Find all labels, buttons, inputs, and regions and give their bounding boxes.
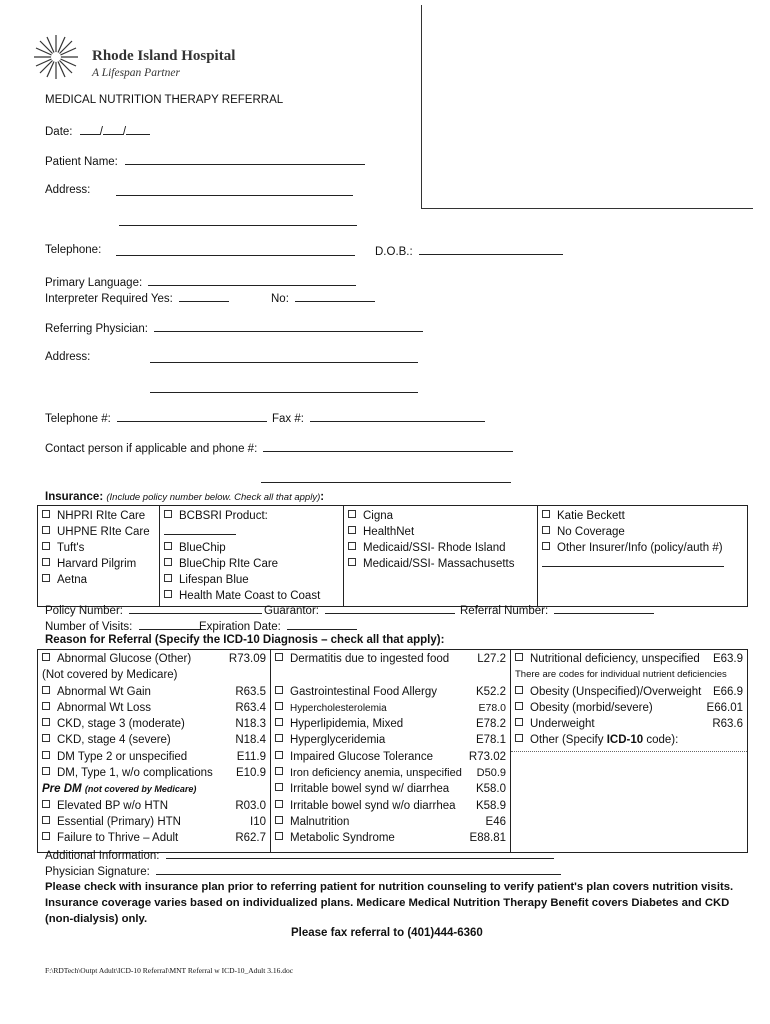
checkbox[interactable] <box>275 653 283 661</box>
checkbox[interactable] <box>42 767 50 775</box>
guarantor-label: Guarantor: <box>264 605 319 617</box>
phys-address-line-2[interactable] <box>150 382 418 393</box>
date-label: Date: <box>45 126 73 138</box>
checkbox[interactable] <box>275 702 283 710</box>
phys-address-line-1[interactable] <box>150 352 418 363</box>
checkbox[interactable] <box>42 510 50 518</box>
logo-tagline: A Lifespan Partner <box>92 67 180 79</box>
insurance-option[interactable]: No Coverage <box>542 524 743 540</box>
insurance-option[interactable]: Cigna <box>348 508 533 524</box>
diagnosis-option[interactable]: CKD, stage 4 (severe) N18.4 <box>42 732 266 748</box>
insurance-option[interactable]: UHPNE RIte Care <box>42 524 155 540</box>
date-row: Date: / / <box>45 124 150 138</box>
insurance-option[interactable]: Tuft's <box>42 540 155 556</box>
policy-number-field[interactable] <box>129 603 262 614</box>
checkbox[interactable] <box>542 542 550 550</box>
diagnosis-option[interactable]: Malnutrition E46 <box>275 814 506 830</box>
checkbox[interactable] <box>348 558 356 566</box>
signature-row <box>45 864 561 878</box>
insurance-note-colon: : <box>320 491 325 503</box>
checkbox[interactable] <box>515 702 523 710</box>
checkbox[interactable] <box>275 718 283 726</box>
primary-language-field[interactable] <box>148 275 356 286</box>
checkbox[interactable] <box>275 832 283 840</box>
checkbox[interactable] <box>42 558 50 566</box>
additional-row <box>45 848 554 862</box>
checkbox[interactable] <box>42 718 50 726</box>
telephone-field[interactable] <box>116 245 355 256</box>
diagnosis-option[interactable]: CKD, stage 3 (moderate) N18.3 <box>42 716 266 732</box>
interpreter-yes-field[interactable] <box>179 291 229 302</box>
expiration-field[interactable] <box>287 619 357 630</box>
fax-label: Fax #: <box>272 413 304 425</box>
checkbox[interactable] <box>515 734 523 742</box>
phys-telephone-row <box>45 411 267 425</box>
insurance-option[interactable]: Other Insurer/Info (policy/auth #) <box>542 540 743 556</box>
reason-col-1 <box>38 650 271 853</box>
checkbox[interactable] <box>42 653 50 661</box>
checkbox[interactable] <box>42 751 50 759</box>
checkbox[interactable] <box>275 751 283 759</box>
checkbox[interactable] <box>275 816 283 824</box>
checkbox[interactable] <box>164 574 172 582</box>
interpreter-no-label: No: <box>271 293 289 305</box>
diagnosis-option[interactable]: Iron deficiency anemia, unspecified D50.9 <box>275 765 506 781</box>
checkbox[interactable] <box>164 510 172 518</box>
diagnosis-option[interactable]: Impaired Glucose Tolerance R73.02 <box>275 749 506 765</box>
checkbox[interactable] <box>275 734 283 742</box>
interpreter-row <box>45 291 229 305</box>
fax-instruction: Please fax referral to (401)444-6360 <box>291 927 483 939</box>
insurance-option[interactable]: Health Mate Coast to Coast <box>164 588 339 604</box>
checkbox[interactable] <box>42 702 50 710</box>
patient-label-box <box>421 5 753 209</box>
insurance-option[interactable]: BlueChip <box>164 540 339 556</box>
physician-row <box>45 321 423 335</box>
signature-field[interactable] <box>156 864 561 875</box>
insurance-option[interactable]: Medicaid/SSI- Massachusetts <box>348 556 533 572</box>
insurance-option[interactable]: Lifespan Blue <box>164 572 339 588</box>
insurance-col-2 <box>160 506 344 607</box>
interpreter-no-row <box>271 291 375 305</box>
checkbox[interactable] <box>275 783 283 791</box>
reason-col-3 <box>511 650 748 853</box>
checkbox[interactable] <box>348 542 356 550</box>
insurance-option[interactable]: BlueChip RIte Care <box>164 556 339 572</box>
insurance-option[interactable]: Medicaid/SSI- Rhode Island <box>348 540 533 556</box>
referral-number-row <box>460 603 654 617</box>
checkbox[interactable] <box>42 686 50 694</box>
contact-row <box>45 441 513 455</box>
nutrient-note: There are codes for individual nutrient deficiencies <box>515 669 727 681</box>
checkbox[interactable] <box>164 558 172 566</box>
fax-field[interactable] <box>310 411 485 422</box>
additional-field[interactable] <box>166 848 554 859</box>
diagnosis-note: (Not covered by Medicare) <box>42 669 178 682</box>
checkbox[interactable] <box>42 816 50 824</box>
diagnosis-option[interactable]: Metabolic Syndrome E88.81 <box>275 830 506 846</box>
checkbox[interactable] <box>542 526 550 534</box>
diagnosis-option[interactable]: Obesity (morbid/severe) E66.01 <box>515 700 743 716</box>
address-line-1[interactable] <box>116 185 353 196</box>
date-month-field[interactable] <box>80 124 100 135</box>
diagnosis-option[interactable]: Nutritional deficiency, unspecified E63.9 <box>515 651 743 667</box>
fax-row <box>272 411 485 425</box>
reason-table <box>37 649 748 853</box>
insurance-option[interactable]: Harvard Pilgrim <box>42 556 155 572</box>
pre-dm-heading: Pre DM (not covered by Medicare) <box>42 783 197 796</box>
guarantor-field[interactable] <box>325 603 455 614</box>
checkbox[interactable] <box>42 800 50 808</box>
guarantor-row <box>264 603 455 617</box>
date-day-field[interactable] <box>103 124 123 135</box>
diagnosis-option[interactable]: Irritable bowel synd w/o diarrhea K58.9 <box>275 798 506 814</box>
checkbox[interactable] <box>164 590 172 598</box>
checkbox[interactable] <box>348 510 356 518</box>
contact-label: Contact person if applicable and phone #: <box>45 443 258 455</box>
patient-name-field[interactable] <box>125 154 365 165</box>
insurance-col-4 <box>538 506 748 607</box>
interpreter-yes-label: Interpreter Required Yes: <box>45 293 173 305</box>
reason-col-2 <box>271 650 511 853</box>
diagnosis-option[interactable]: Abnormal Glucose (Other) R73.09 <box>42 651 266 667</box>
reason-heading: Reason for Referral (Specify the ICD-10 Diagnosis – check all that apply): <box>45 634 445 646</box>
diagnosis-option-other[interactable]: Other (Specify ICD-10 code): <box>515 732 743 748</box>
diagnosis-option[interactable]: Hyperlipidemia, Mixed E78.2 <box>275 716 506 732</box>
insurance-table <box>37 505 748 607</box>
additional-label: Additional Information: <box>45 850 160 862</box>
checkbox[interactable] <box>42 832 50 840</box>
referral-number-field[interactable] <box>554 603 654 614</box>
checkbox[interactable] <box>275 800 283 808</box>
checkbox[interactable] <box>515 653 523 661</box>
checkbox[interactable] <box>542 510 550 518</box>
phys-address-label: Address: <box>45 351 91 363</box>
interpreter-no-field[interactable] <box>295 291 375 302</box>
visits-field[interactable] <box>139 619 202 630</box>
other-code-field[interactable] <box>511 751 747 850</box>
visits-row <box>45 619 202 633</box>
checkbox[interactable] <box>42 542 50 550</box>
checkbox[interactable] <box>42 574 50 582</box>
address-line-2[interactable] <box>119 215 357 226</box>
diagnosis-option[interactable]: Obesity (Unspecified)/Overweight E66.9 <box>515 684 743 700</box>
patient-name-row <box>45 154 365 168</box>
insurance-note: (Include policy number below. Check all that apply) <box>106 492 321 503</box>
policy-row <box>45 603 262 617</box>
primary-language-label: Primary Language: <box>45 277 143 289</box>
checkbox[interactable] <box>42 526 50 534</box>
diagnosis-option[interactable]: Hypercholesterolemia E78.0 <box>275 700 506 716</box>
blank-row <box>275 667 506 683</box>
referring-physician-label: Referring Physician: <box>45 323 148 335</box>
checkbox[interactable] <box>275 686 283 694</box>
diagnosis-option[interactable]: Elevated BP w/o HTN R03.0 <box>42 798 266 814</box>
diagnosis-option[interactable]: Underweight R63.6 <box>515 716 743 732</box>
insurance-option[interactable]: Katie Beckett <box>542 508 743 524</box>
dob-label: D.O.B.: <box>375 246 413 258</box>
visits-label: Number of Visits: <box>45 621 133 633</box>
diagnosis-option[interactable]: DM, Type 1, w/o complications E10.9 <box>42 765 266 781</box>
phys-telephone-label: Telephone #: <box>45 413 111 425</box>
bcbsri-product-field[interactable] <box>164 524 339 540</box>
checkbox[interactable] <box>164 542 172 550</box>
checkbox[interactable] <box>515 686 523 694</box>
diagnosis-option[interactable]: Dermatitis due to ingested food L27.2 <box>275 651 506 667</box>
address-label: Address: <box>45 184 91 196</box>
checkbox[interactable] <box>275 767 283 775</box>
expiration-label: Expiration Date: <box>199 621 281 633</box>
file-path: F:\RDTech\Outpt Adult\ICD-10 Referral\MNT Referral w ICD-10_Adult 3.16.doc <box>45 966 294 975</box>
logo-name: Rhode Island Hospital <box>92 48 236 64</box>
form-title: MEDICAL NUTRITION THERAPY REFERRAL <box>45 94 284 106</box>
diagnosis-option[interactable]: Hyperglyceridemia E78.1 <box>275 732 506 748</box>
diagnosis-option[interactable]: Gastrointestinal Food Allergy K52.2 <box>275 684 506 700</box>
insurance-option[interactable]: BCBSRI Product: <box>164 508 339 524</box>
insurance-label: Insurance: <box>45 491 104 503</box>
contact-field-2[interactable] <box>261 472 511 483</box>
diagnosis-option[interactable]: DM Type 2 or unspecified E11.9 <box>42 749 266 765</box>
dob-row <box>375 244 563 258</box>
expiration-row <box>199 619 357 633</box>
telephone-label: Telephone: <box>45 244 102 256</box>
referral-number-label: Referral Number: <box>460 605 549 617</box>
diagnosis-option[interactable]: Essential (Primary) HTN I10 <box>42 814 266 830</box>
insurance-col-3 <box>344 506 538 607</box>
signature-label: Physician Signature: <box>45 866 150 878</box>
insurance-notice: Please check with insurance plan prior to referring patient for nutrition counseling to verify patient's plan covers nutrition visits. Insurance coverage varies based on individualized plans. Medicare Medical Nutrition Therapy Benefit covers Diabetes and CKD (non-dialysis) only. <box>45 881 734 925</box>
diagnosis-option[interactable]: Irritable bowel synd w/ diarrhea K58.0 <box>275 781 506 797</box>
diagnosis-option[interactable]: Abnormal Wt Loss R63.4 <box>42 700 266 716</box>
checkbox[interactable] <box>348 526 356 534</box>
insurance-heading <box>45 491 324 503</box>
other-insurer-field[interactable] <box>542 556 743 572</box>
diagnosis-option[interactable]: Abnormal Wt Gain R63.5 <box>42 684 266 700</box>
diagnosis-option[interactable]: Failure to Thrive – Adult R62.7 <box>42 830 266 846</box>
phys-telephone-field[interactable] <box>117 411 267 422</box>
sunburst-icon <box>32 33 80 81</box>
patient-name-label: Patient Name: <box>45 156 118 168</box>
language-row <box>45 275 356 289</box>
contact-field[interactable] <box>263 441 513 452</box>
policy-number-label: Policy Number: <box>45 605 123 617</box>
insurance-option[interactable]: HealthNet <box>348 524 533 540</box>
referring-physician-field[interactable] <box>154 321 423 332</box>
date-year-field[interactable] <box>126 124 150 135</box>
checkbox[interactable] <box>42 734 50 742</box>
dob-field[interactable] <box>419 244 563 255</box>
insurance-option[interactable]: NHPRI RIte Care <box>42 508 155 524</box>
insurance-col-1 <box>38 506 160 607</box>
checkbox[interactable] <box>515 718 523 726</box>
insurance-option[interactable]: Aetna <box>42 572 155 588</box>
